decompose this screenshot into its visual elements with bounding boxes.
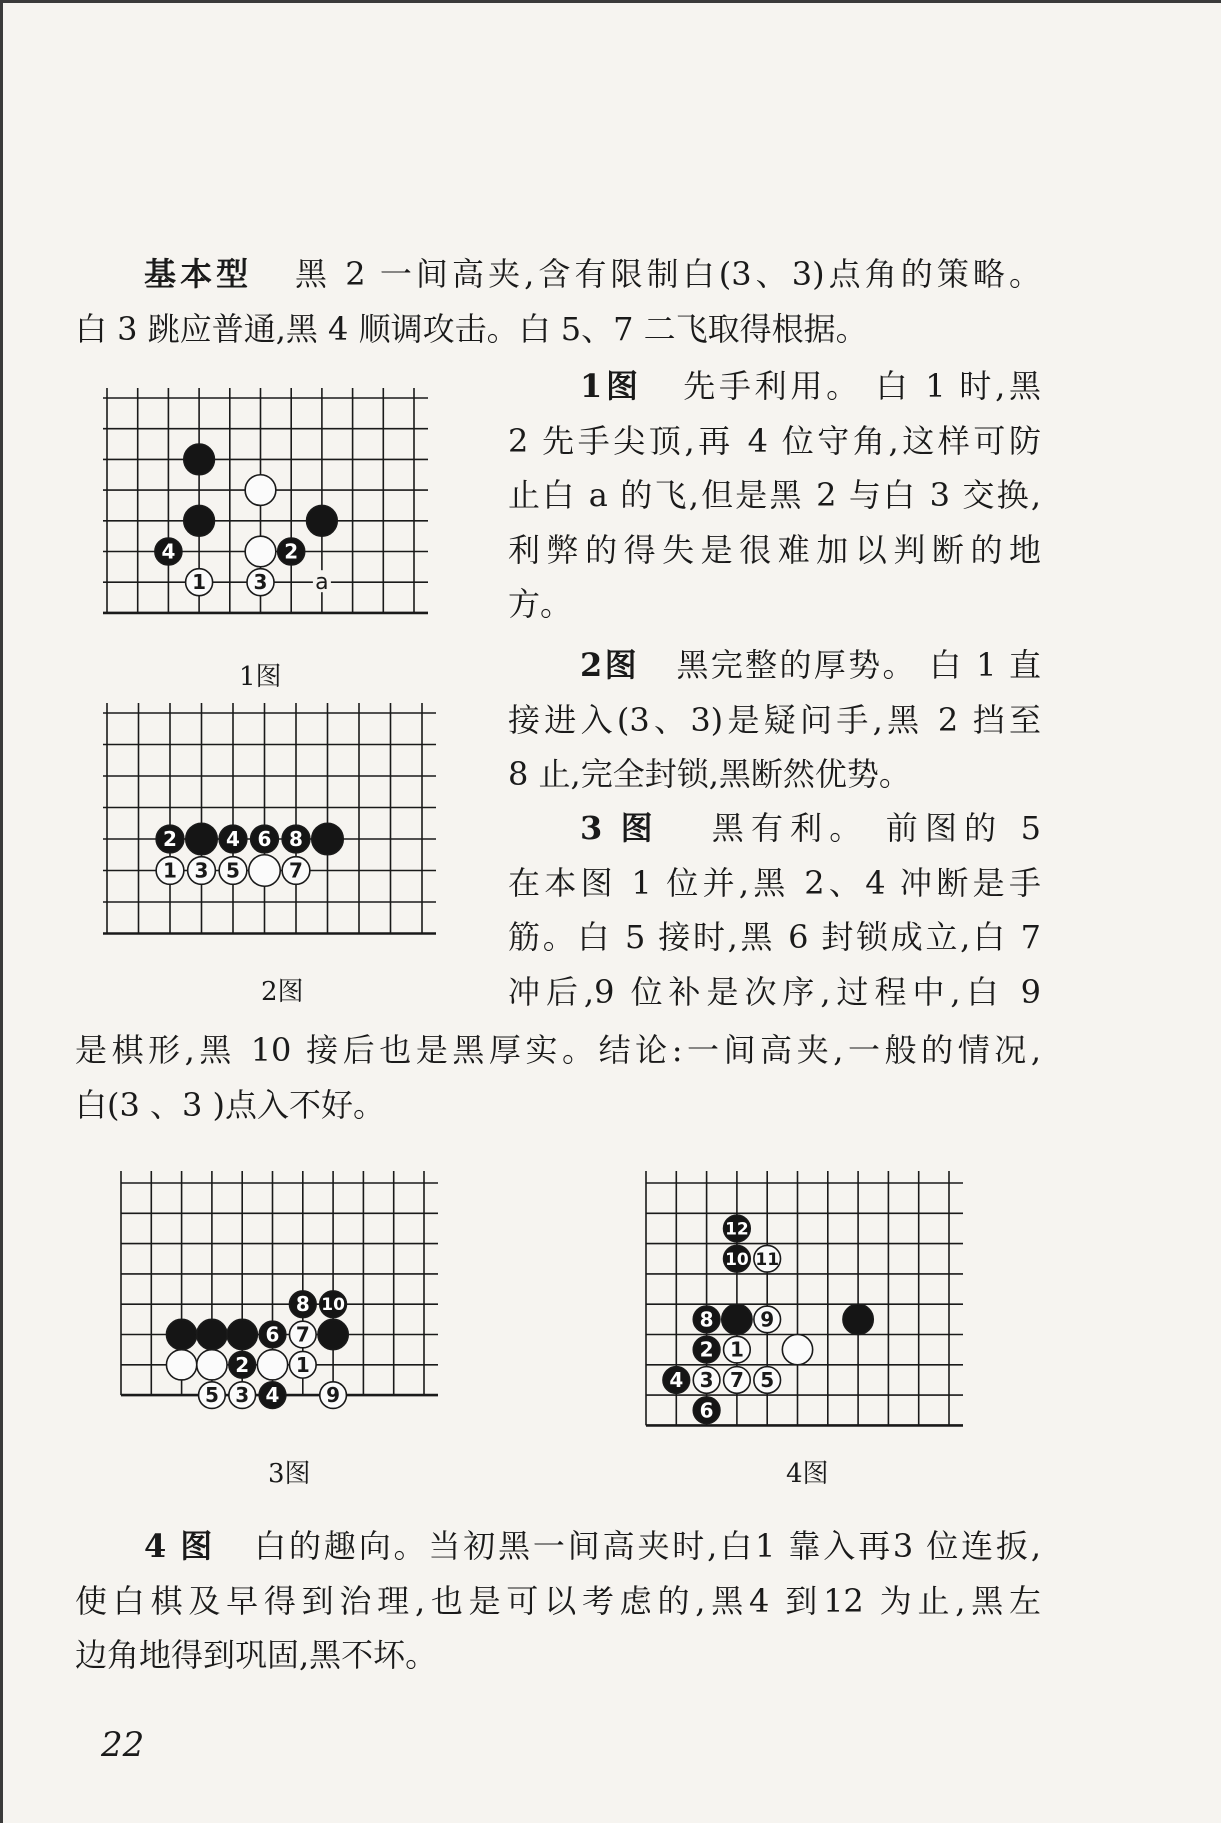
stone-number-label: 12: [725, 1219, 749, 1240]
intro-paragraph: [75, 247, 1041, 356]
intro-line-1: 黑 2 一间高夹,含有限制白(3、3)点角的策略。: [294, 255, 1041, 293]
figure-3-caption: 3图: [268, 1459, 311, 1489]
black-stone: [184, 444, 215, 475]
stone-number-label: 6: [265, 1322, 280, 1347]
stone-number-label: 7: [729, 1367, 744, 1392]
stone-number-label: 5: [760, 1367, 775, 1392]
stone-number-label: 4: [161, 539, 176, 564]
figure-4-line-2: 使白棋及早得到治理,也是可以考虑的,黑4 到12 为止,黑左: [75, 1581, 1041, 1620]
go-board-figure-4: [638, 1171, 1018, 1453]
black-stone: [722, 1304, 752, 1334]
stone-number-label: 3: [194, 858, 209, 883]
black-stone: [197, 1319, 227, 1349]
stone-number-label: 5: [204, 1383, 219, 1408]
black-stone: [186, 823, 218, 855]
figure-1-line-2: 2 先手尖顶,再 4 位守角,这样可防: [508, 421, 1041, 460]
stone-number-label: 4: [669, 1367, 684, 1392]
figure-1-heading: 1图: [580, 367, 642, 405]
figure-3-line-4: 冲后,9 位补是次序,过程中,白 9: [508, 972, 1041, 1011]
stone-number-label: 7: [289, 858, 303, 883]
stone-number-label: 6: [699, 1398, 714, 1423]
page-number: 22: [101, 1725, 145, 1765]
figure-3-conclusion: [75, 1023, 1041, 1132]
figure-1-paragraph: [508, 359, 1041, 632]
stone-number-label: 10: [725, 1249, 749, 1270]
figure-1-caption: 1图: [239, 662, 282, 692]
stone-number-label: 8: [699, 1307, 714, 1332]
go-board-figure-1: [103, 388, 468, 650]
stone-number-label: 10: [321, 1295, 345, 1316]
black-stone: [843, 1304, 873, 1334]
stone-number-label: 3: [699, 1367, 714, 1392]
stone-number-label: 2: [235, 1352, 250, 1377]
stone-number-label: 5: [226, 858, 240, 883]
stone-number-label: 1: [192, 570, 207, 595]
stone-number-label: 8: [295, 1292, 310, 1317]
stone-number-label: 2: [699, 1337, 714, 1362]
figure-2-line-1: 黑完整的厚势。 白 1 直: [676, 646, 1041, 684]
figure-2-caption: 2图: [261, 977, 304, 1007]
stone-number-label: 11: [755, 1249, 780, 1270]
figure-3-line-2: 在本图 1 位并,黑 2、4 冲断是手: [508, 863, 1041, 902]
intro-line-2: 白 3 跳应普通,黑 4 顺调攻击。白 5、7 二飞取得根据。: [75, 309, 868, 348]
figure-2-paragraph: [508, 638, 1041, 802]
figure-3-paragraph: [508, 801, 1041, 1019]
figure-4-heading: 4 图: [144, 1527, 216, 1565]
go-board-figure-3: [113, 1171, 493, 1453]
white-stone: [166, 1350, 196, 1380]
stone-number-label: 9: [326, 1383, 341, 1408]
stone-number-label: 2: [284, 539, 299, 564]
white-stone: [245, 536, 276, 567]
black-stone: [227, 1319, 257, 1349]
white-stone: [257, 1350, 287, 1380]
stone-number-label: 1: [729, 1337, 744, 1362]
white-stone: [782, 1335, 812, 1365]
intro-heading: 基本型: [144, 255, 253, 293]
figure-2-line-3: 8 止,完全封锁,黑断然优势。: [508, 755, 911, 793]
black-stone: [312, 823, 344, 855]
stone-number-label: 6: [257, 827, 272, 851]
black-stone: [184, 505, 215, 536]
figure-3-heading: 3 图: [580, 809, 660, 847]
stone-number-label: 8: [289, 827, 303, 851]
black-stone: [307, 505, 338, 536]
figure-1-line-1: 先手利用。 白 1 时,黑: [683, 367, 1041, 405]
figure-3-line-1: 黑有利。 前图的 5: [711, 809, 1041, 847]
stone-number-label: 7: [295, 1322, 310, 1347]
figure-1-line-3: 止白 a 的飞,但是黑 2 与白 3 交换,: [508, 476, 1041, 514]
figure-1-line-5: 方。: [508, 585, 573, 623]
white-stone: [197, 1350, 227, 1380]
black-stone: [318, 1319, 348, 1349]
figure-1-line-4: 利弊的得失是很难加以判断的地: [508, 530, 1041, 569]
black-stone: [166, 1319, 196, 1349]
stone-number-label: 9: [760, 1307, 775, 1332]
stone-number-label: 1: [163, 858, 177, 883]
stone-number-label: 2: [163, 827, 177, 851]
figure-3-line-3: 筋。白 5 接时,黑 6 封锁成立,白 7: [508, 918, 1041, 956]
white-stone: [245, 475, 276, 506]
stone-number-label: 1: [295, 1352, 310, 1377]
stone-number-label: 4: [265, 1383, 280, 1408]
figure-4-line-1: 白的趣向。当初黑一间高夹时,白1 靠入再3 位连扳,: [254, 1527, 1041, 1565]
figure-2-heading: 2图: [580, 646, 639, 684]
figure-4-caption: 4图: [786, 1459, 829, 1489]
point-marker-label: a: [315, 570, 329, 596]
stone-number-label: 4: [226, 827, 240, 851]
figure-4-paragraph: [75, 1519, 1041, 1683]
white-stone: [249, 855, 281, 887]
go-board-figure-2: [103, 703, 468, 968]
figure-3-full-line-1: 是棋形,黑 10 接后也是黑厚实。结论:一间高夹,一般的情况,: [75, 1031, 1041, 1069]
figure-2-line-2: 接进入(3、3)是疑问手,黑 2 挡至: [508, 700, 1041, 739]
stone-number-label: 3: [253, 570, 268, 595]
figure-3-full-line-2: 白(3 、3 )点入不好。: [75, 1085, 386, 1124]
stone-number-label: 3: [235, 1383, 250, 1408]
figure-4-line-3: 边角地得到巩固,黑不坏。: [75, 1636, 438, 1674]
